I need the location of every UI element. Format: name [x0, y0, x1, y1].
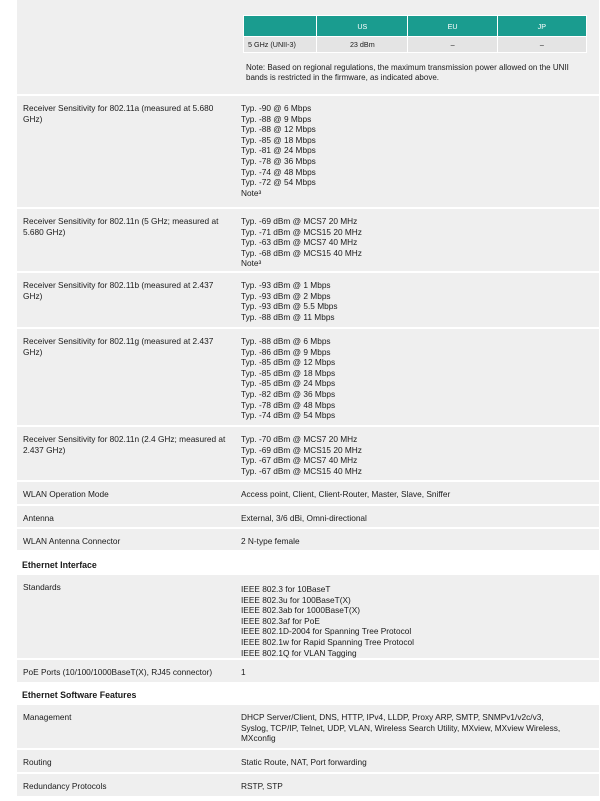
spec-row: [17, 506, 599, 527]
spec-line: Typ. -93 dBm @ 2 Mbps: [241, 290, 331, 301]
spec-line: IEEE 802.3af for PoE: [241, 615, 320, 626]
spec-line: Typ. -67 dBm @ MCS15 40 MHz: [241, 465, 362, 476]
spec-label: Receiver Sensitivity for 802.11n (5 GHz; measured at 5.680 GHz): [23, 216, 219, 237]
spec-row: [17, 529, 599, 550]
spec-value: [241, 336, 591, 421]
spec-label: Receiver Sensitivity for 802.11a (measured at 5.680 GHz): [23, 103, 214, 124]
spec-label: WLAN Operation Mode: [23, 489, 109, 499]
spec-row: [17, 209, 599, 271]
spec-line: Typ. -85 @ 18 Mbps: [241, 134, 316, 145]
band-header-us: US: [317, 16, 408, 37]
spec-line: Typ. -74 dBm @ 54 Mbps: [241, 410, 336, 421]
spec-line: Typ. -74 @ 48 Mbps: [241, 166, 316, 177]
spec-line: Access point, Client, Client-Router, Master, Slave, Sniffer: [241, 489, 451, 499]
spec-line: 2 N-type female: [241, 536, 300, 546]
spec-line: Typ. -81 @ 24 Mbps: [241, 145, 316, 156]
spec-line: Typ. -67 dBm @ MCS7 40 MHz: [241, 455, 358, 466]
band-cell: –: [408, 37, 497, 53]
band-table-row: [17, 0, 599, 94]
spec-value: [241, 712, 591, 744]
spec-line: IEEE 802.1Q for VLAN Tagging: [241, 647, 357, 658]
spec-line: Typ. -93 dBm @ 5.5 Mbps: [241, 301, 338, 312]
spec-line: Typ. -85 dBm @ 12 Mbps: [241, 357, 336, 368]
spec-line: Typ. -85 dBm @ 18 Mbps: [241, 367, 336, 378]
spec-line: Typ. -86 dBm @ 9 Mbps: [241, 346, 331, 357]
spec-line: Typ. -88 dBm @ 11 Mbps: [241, 311, 335, 322]
spec-row: [17, 273, 599, 327]
spec-line: DHCP Server/Client, DNS, HTTP, IPv4, LLDP, Proxy ARP, SMTP, SNMPv1/v2c/v3,: [241, 712, 544, 722]
spec-row: [17, 329, 599, 425]
spec-line: Typ. -88 @ 12 Mbps: [241, 124, 316, 135]
spec-line: Typ. -71 dBm @ MCS15 20 MHz: [241, 226, 362, 237]
spec-line: External, 3/6 dBi, Omni-directional: [241, 513, 367, 523]
spec-line: IEEE 802.3u for 100BaseT(X): [241, 594, 351, 605]
spec-line: Typ. -68 dBm @ MCS15 40 MHz: [241, 247, 362, 258]
spec-line: Typ. -88 dBm @ 6 Mbps: [241, 336, 331, 346]
spec-line: Typ. -85 dBm @ 24 Mbps: [241, 378, 336, 389]
band-cell: 23 dBm: [317, 37, 408, 53]
spec-line: Typ. -78 @ 36 Mbps: [241, 155, 316, 166]
spec-line: Typ. -88 @ 9 Mbps: [241, 113, 312, 124]
band-header-jp: JP: [497, 16, 586, 37]
spec-value: [241, 434, 591, 476]
spec-label: WLAN Antenna Connector: [23, 536, 121, 546]
band-note: Note: Based on regional regulations, the maximum transmission power allowed on the UNII bands is restricted in the firmware, as indicated above.: [246, 63, 569, 82]
spec-line: Typ. -82 dBm @ 36 Mbps: [241, 388, 336, 399]
section-title-ethernet-software: Ethernet Software Features: [22, 690, 137, 700]
spec-label: Antenna: [23, 513, 54, 523]
spec-line: Typ. -72 @ 54 Mbps: [241, 177, 316, 188]
spec-line: Typ. -90 @ 6 Mbps: [241, 103, 312, 113]
spec-line: IEEE 802.1D-2004 for Spanning Tree Protocol: [241, 626, 412, 637]
spec-line: Typ. -70 dBm @ MCS7 20 MHz: [241, 434, 358, 444]
spec-line: Note³: [241, 258, 262, 269]
spec-line: IEEE 802.1w for Rapid Spanning Tree Protocol: [241, 636, 414, 647]
spec-line: MXconfig: [241, 733, 276, 744]
band-cell: –: [497, 37, 586, 53]
spec-value: [241, 280, 591, 322]
spec-label: Routing: [23, 757, 52, 767]
spec-value: [241, 489, 591, 500]
band-power-table: [243, 15, 587, 53]
spec-line: Note³: [241, 187, 262, 198]
spec-line: IEEE 802.3ab for 1000BaseT(X): [241, 605, 360, 616]
spec-row: [17, 96, 599, 207]
spec-line: Typ. -93 dBm @ 1 Mbps: [241, 280, 331, 290]
spec-value: [241, 513, 591, 524]
band-table-header: [244, 16, 587, 37]
spec-row: [17, 482, 599, 504]
spec-row: [17, 427, 599, 480]
spec-line: Typ. -69 dBm @ MCS15 20 MHz: [241, 444, 362, 455]
spec-value: [241, 536, 591, 547]
spec-value: Static Route, NAT, Port forwarding: [241, 757, 367, 767]
spec-label: Redundancy Protocols: [23, 781, 107, 791]
band-table-row-unii3: [244, 37, 587, 53]
spec-row-routing: [17, 750, 599, 772]
spec-line: Typ. -69 dBm @ MCS7 20 MHz: [241, 216, 358, 226]
spec-label: Receiver Sensitivity for 802.11n (2.4 GHz; measured at 2.437 GHz): [23, 434, 226, 455]
section-title-ethernet-interface: Ethernet Interface: [22, 560, 97, 570]
spec-line: IEEE 802.3 for 10BaseT: [241, 584, 331, 594]
spec-label: Standards: [23, 582, 61, 592]
spec-row-poe: [17, 660, 599, 682]
spec-value: [241, 584, 591, 658]
band-cell: 5 GHz (UNII-3): [244, 37, 317, 53]
spec-row-standards: [17, 575, 599, 658]
spec-line: Typ. -78 dBm @ 48 Mbps: [241, 399, 336, 410]
spec-label: PoE Ports (10/100/1000BaseT(X), RJ45 connector): [23, 667, 213, 677]
spec-line: Syslog, TCP/IP, Telnet, UDP, VLAN, Wireless Search Utility, MXview, MXview Wireless,: [241, 722, 561, 733]
band-header-blank: [244, 16, 317, 37]
spec-row-management: [17, 705, 599, 748]
spec-row-redundancy: [17, 774, 599, 796]
spec-label: Receiver Sensitivity for 802.11b (measured at 2.437 GHz): [23, 280, 214, 301]
spec-value: RSTP, STP: [241, 781, 283, 791]
spec-label: Management: [23, 712, 72, 722]
spec-line: Typ. -63 dBm @ MCS7 40 MHz: [241, 237, 358, 248]
spec-value: [241, 103, 591, 198]
spec-value: [241, 216, 591, 269]
band-header-eu: EU: [408, 16, 497, 37]
spec-value: 1: [241, 667, 246, 677]
spec-label: Receiver Sensitivity for 802.11g (measured at 2.437 GHz): [23, 336, 214, 357]
